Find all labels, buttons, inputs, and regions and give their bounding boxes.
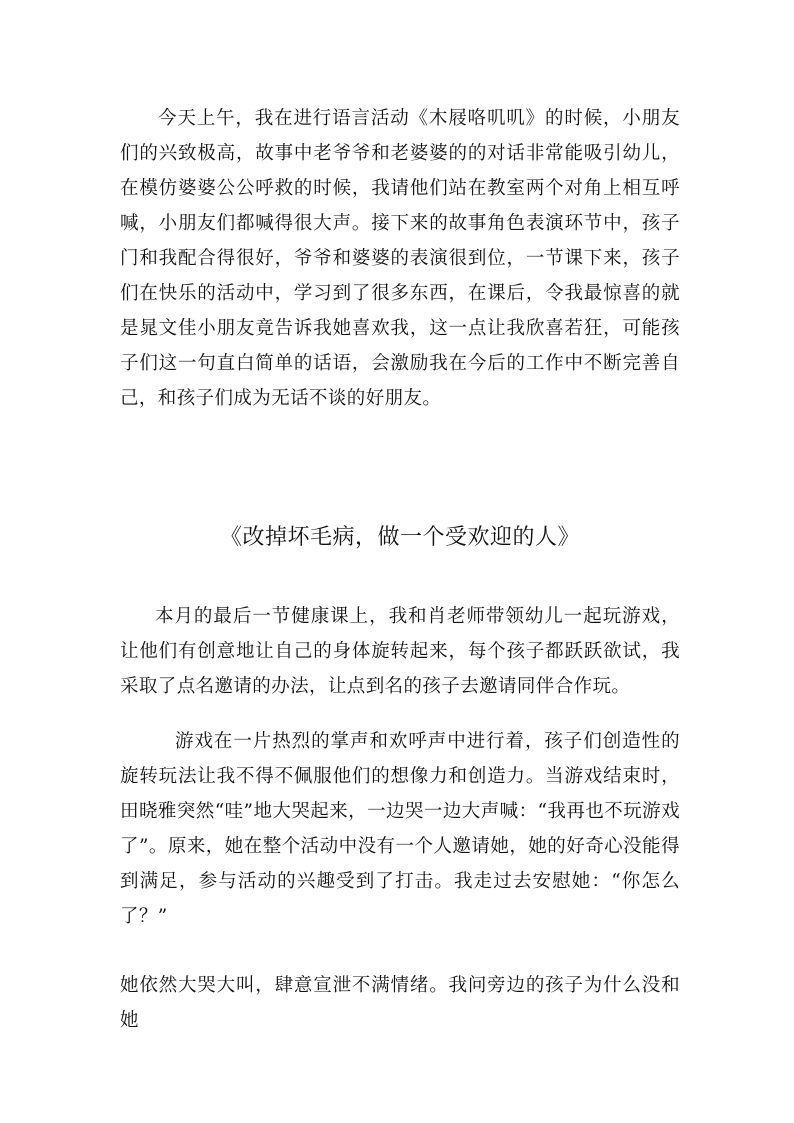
section-title: 《改掉坏毛病，做一个受欢迎的人》 (219, 525, 580, 550)
paragraph-health-class: 本月的最后一节健康课上，我和肖老师带领幼儿一起玩游戏，让他们有创意地让自己的身体旋转起来，每个孩子都跃跃欲试，我采取了点名邀请的办法，让点到名的孩子去邀请同伴合作玩。 (120, 606, 680, 697)
paragraph-game: 游戏在一片热烈的掌声和欢呼声中进行着，孩子们创造性的旋转玩法让我不得不佩服他们的想像力和创造力。当游戏结束时，田晓雅突然“哇”地大哭起来，一边哭一边大声喊：“我再也不玩游戏了”。原来，她在整个活动中没有一个人邀请她，她的好奇心没能得到满足，参与活动的兴趣受到了打击。我走过去安慰她：“你怎么了？” (120, 731, 680, 927)
paragraph-muji-story: 今天上午，我在进行语言活动《木屐咯叽叽》的时候，小朋友们的兴致极高，故事中老爷爷和老婆婆的的对话非常能吸引幼儿，在模仿婆婆公公呼救的时候，我请他们站在教室两个对角上相互呼喊，小朋友们都喊得很大声。接下来的故事角色表演环节中，孩子门和我配合得很好，爷爷和婆婆的表演很到位，一节课下来，孩子们在快乐的活动中，学习到了很多东西，在课后，令我最惊喜的就是晁文佳小朋友竟告诉我她喜欢我，这一点让我欣喜若狂，可能孩子们这一句直白简单的话语，会激励我在今后的工作中不断完善自己，和孩子们成为无话不谈的好朋友。 (120, 108, 680, 409)
paragraph-continued: 她依然大哭大叫，肆意宣泄不满情绪。我问旁边的孩子为什么没和她 (120, 975, 680, 1031)
